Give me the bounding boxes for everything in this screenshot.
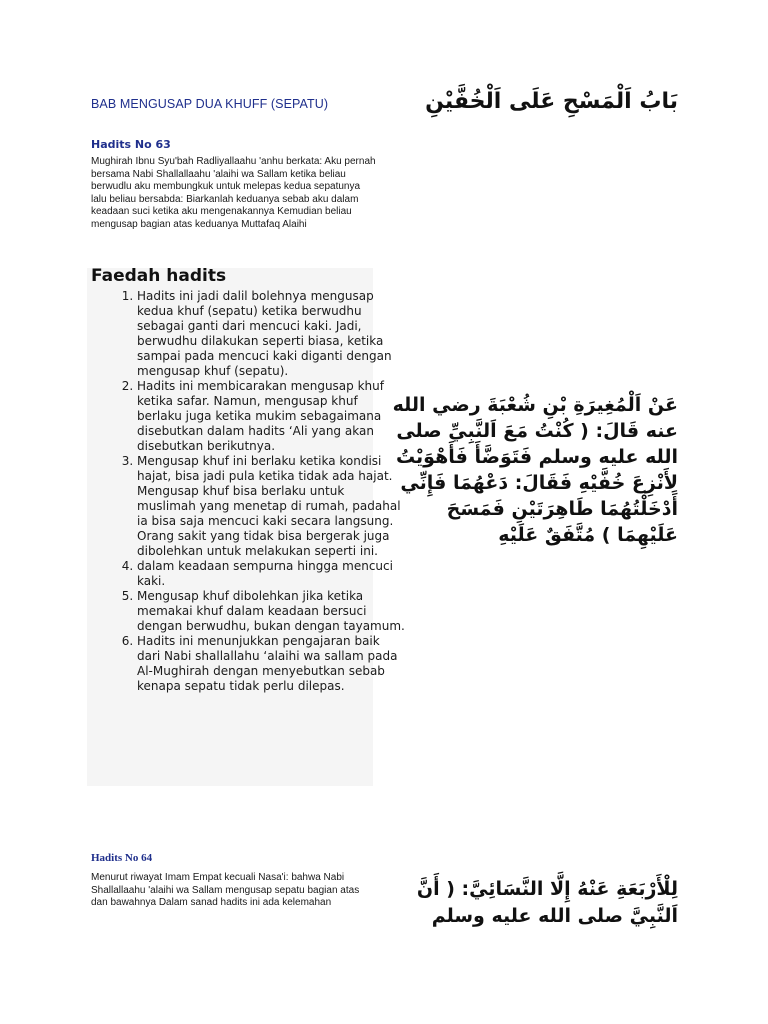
faedah-item: 6. Hadits ini menunjukkan pengajaran baik dari Nabi shallallahu ‘alaihi wa sallam pada Al-Mughirah dengan menyebutkan sebab kenapa sepatu tidak perlu dilepas. bbox=[137, 634, 405, 694]
hadits-63-heading: Hadits No 63 bbox=[91, 138, 171, 151]
hadits-64-heading: Hadits No 64 bbox=[91, 852, 153, 864]
faedah-item: 5. Mengusap khuf dibolehkan jika ketika memakai khuf dalam keadaan bersuci dengan berwudhu, bukan dengan tayamum. bbox=[137, 589, 405, 634]
faedah-heading: Faedah hadits bbox=[91, 266, 227, 286]
hadits-64-translation: Menurut riwayat Imam Empat kecuali Nasa'i: bahwa Nabi Shallallaahu 'alaihi wa Sallam mengusap sepatu bagian atas dan bawahnya Dalam sanad hadits ini ada kelemahan bbox=[91, 872, 360, 909]
arabic-chapter-title: بَابُ اَلْمَسْحِ عَلَى اَلْخُفَّيْنِ bbox=[425, 89, 678, 114]
faedah-item: 4. dalam keadaan sempurna hingga mencuci kaki. bbox=[137, 559, 405, 589]
faedah-item: 3. Mengusap khuf ini berlaku ketika kondisi hajat, bisa jadi pula ketika tidak ada hajat. Mengusap khuf bisa berlaku untuk muslimah yang menetap di rumah, padahal ia bisa saja mencuci kaki secara langsung. Orang sakit yang tidak bisa bergerak juga dibolehkan untuk melakukan seperti ini. bbox=[137, 454, 405, 559]
hadits-63-translation: Mughirah Ibnu Syu'bah Radliyallaahu 'anhu berkata: Aku pernah bersama Nabi Shallallaahu 'alaihi wa Sallam ketika beliau berwudlu aku membungkuk untuk melepas kedua sepatunya lalu beliau bersabda: Biarkanlah keduanya sebab aku dalam keadaan suci ketika aku mengenakannya Kemudian beliau mengusap bagian atas keduanya Muttafaq Alaihi bbox=[91, 156, 376, 230]
hadits-64-arabic: لِلْأَرْبَعَةِ عَنْهُ إِلَّا النَّسَائِيَّ: ( أَنَّ اَلنَّبِيَّ صلى الله عليه وسلم bbox=[416, 878, 678, 927]
faedah-item: 1. Hadits ini jadi dalil bolehnya mengusap kedua khuf (sepatu) ketika berwudhu sebagai ganti dari mencuci kaki. Jadi, berwudhu dilakukan seperti biasa, ketika sampai pada mencuci kaki diganti dengan mengusap khuf (sepatu). bbox=[137, 289, 405, 379]
faedah-list bbox=[105, 289, 405, 694]
page-title: BAB MENGUSAP DUA KHUFF (SEPATU) bbox=[91, 97, 329, 111]
faedah-item: 2. Hadits ini membicarakan mengusap khuf ketika safar. Namun, mengusap khuf berlaku juga ketika mukim sebagaimana disebutkan dalam hadits ‘Ali yang akan disebutkan berikutnya. bbox=[137, 379, 405, 454]
hadits-63-arabic: عَنْ اَلْمُغِيرَةِ بْنِ شُعْبَةَ رضي الله عنه قَالَ: ( كُنْتُ مَعَ اَلنَّبِيِّ صلى الله عليه وسلم فَتَوَضَّأَ فَأَهْوَيْتُ لِأَنْزِعَ خُفَّيْهِ فَقَالَ: دَعْهُمَا فَإِنِّي أَدْخَلْتُهُمَا طَاهِرَتَيْنِ فَمَسَحَ عَلَيْهِمَا ) مُتَّفَقٌ عَلَيْهِ bbox=[392, 394, 678, 546]
